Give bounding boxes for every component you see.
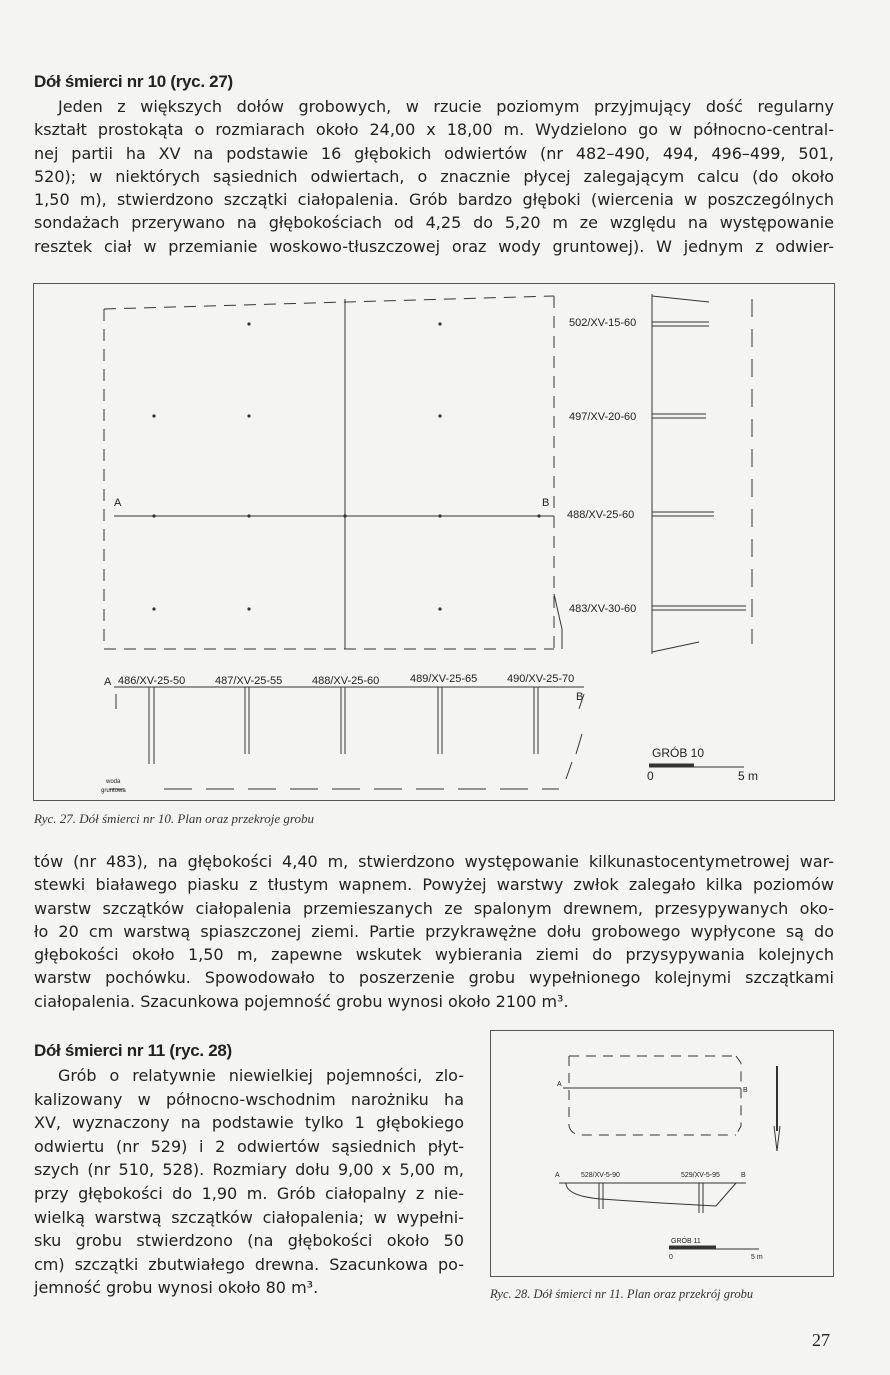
side-boring-label: 488/XV-25-60 — [567, 509, 635, 521]
text-line: Grób o relatywnie niewielkiej pojemności, zlo- — [58, 1066, 464, 1085]
pit-outline-right — [736, 1056, 741, 1135]
text-line: 1,50 m), stwierdzono szczątki ciałopalenia. Grób bardzo głęboki (wiercenia w poszczególnych — [34, 190, 834, 210]
section-10-paragraph-2 — [34, 850, 834, 1013]
side-boring-bar — [652, 322, 709, 326]
figure-27 — [33, 283, 835, 801]
cross-section-right-edge-bottom — [566, 762, 572, 779]
text-line: sondażach przerywano na głębokościach od 4,25 do 5,20 m ze względu na występowanie — [34, 213, 834, 233]
scale-start: 0 — [669, 1254, 673, 1261]
side-boring-label: 483/XV-30-60 — [569, 603, 637, 615]
side-boring-bar — [652, 512, 714, 516]
figure-28 — [490, 1030, 834, 1277]
side-section-top-edge — [652, 296, 709, 302]
cross-boring-label: 487/XV-25-55 — [215, 675, 283, 687]
cross-section-right-edge-lower — [576, 734, 582, 754]
cross-section-pit-profile — [566, 1183, 736, 1206]
label-a: A — [114, 497, 122, 509]
text-line: 520); w niektórych sąsiednich odwiertach, o znacznie płycej zalegającym calcu (do około — [34, 166, 834, 186]
grave-label: GRÓB 11 — [671, 1238, 701, 1245]
figure-28-caption: Ryc. 28. Dół śmierci nr 11. Plan oraz przekrój grobu — [490, 1287, 754, 1301]
section-label-b: B — [576, 691, 584, 703]
side-boring-bar — [652, 606, 746, 610]
scale-end: 5 m — [751, 1254, 763, 1261]
pit-outline-top — [104, 296, 554, 309]
label-a: A — [557, 1081, 562, 1088]
water-label: woda — [106, 779, 121, 785]
text-line: ło 20 cm warstwą spiaszczonej ziemi. Partie przykrawężne dołu grobowego wypłycone są do — [34, 921, 834, 941]
section-11-paragraph — [34, 1064, 464, 1300]
cross-boring-label: 486/XV-25-50 — [118, 675, 186, 687]
cross-boring-label: 529/XV-5-95 — [681, 1172, 720, 1179]
text-line: nej partii ha XV na podstawie 16 głębokich odwiertów (nr 482–490, 494, 496–499, 501, — [34, 143, 834, 163]
section-label-a: A — [104, 676, 112, 688]
scale-end: 5 m — [738, 769, 759, 783]
side-boring-label: 497/XV-20-60 — [569, 411, 637, 423]
text-line: wielką warstwą szczątków ciałopalenia; w wypełni- — [34, 1207, 464, 1227]
text-line: cm) szczątki zbutwiałego drewna. Szacunkowa po- — [34, 1254, 464, 1274]
text-line: ciałopalenia. Szacunkowa pojemność grobu wynosi około 2100 m³. — [34, 991, 569, 1011]
figure-28-drawing — [491, 1031, 833, 1276]
pit-corner-detail — [554, 594, 562, 649]
grave-label: GRÓB 10 — [652, 746, 705, 760]
scale-start: 0 — [647, 769, 654, 783]
cross-boring — [599, 1183, 603, 1209]
section-11-title: Dół śmierci nr 11 (ryc. 28) — [34, 1041, 232, 1060]
text-line: XV, wyznaczony na podstawie tylko 1 głębokiego — [34, 1113, 464, 1133]
cross-boring-label: 490/XV-25-70 — [507, 673, 575, 685]
text-line: szych (nr 510, 528). Rozmiary dołu 9,00 x 5,00 m, — [34, 1160, 464, 1180]
water-label: gruntowa — [101, 788, 126, 794]
figure-27-caption: Ryc. 27. Dół śmierci nr 10. Plan oraz przekroje grobu — [34, 811, 314, 826]
label-b: B — [743, 1087, 748, 1094]
cross-section-borings — [149, 687, 538, 764]
section-10-title: Dół śmierci nr 10 (ryc. 27) — [34, 72, 233, 91]
side-section-bottom-edge — [652, 642, 699, 652]
section-label-b: B — [741, 1172, 746, 1179]
pit-outline-bottom — [569, 1126, 736, 1135]
text-line: kształt prostokąta o rozmiarach około 24,00 x 18,00 m. Wydzielono go w północno-central- — [34, 120, 834, 140]
cross-boring-label: 528/XV-5-90 — [581, 1172, 620, 1179]
cross-boring — [699, 1183, 703, 1213]
text-line: Jeden z większych dołów grobowych, w rzucie poziomym przyjmujący dość regularny — [58, 97, 834, 116]
section-10-paragraph-1 — [34, 95, 834, 258]
text-line: tów (nr 483), na głębokości 4,40 m, stwierdzono występowanie kilkunastocentymetrowej war- — [34, 852, 834, 871]
text-line: resztek ciał w przemianie woskowo-tłuszczowej oraz wody gruntowej). W jednym z odwier- — [34, 236, 834, 256]
text-line: warstw szczątków ciałopalenia przemieszanych ze spalonym drewnem, przesypywanych oko- — [34, 898, 834, 918]
text-line: warstw pochówku. Spowodowało to poszerzenie grobu wypełnionego kolejnymi szczątkami — [34, 968, 834, 988]
cross-boring-label: 489/XV-25-65 — [410, 673, 478, 685]
text-line: przy głębokości do 1,90 m. Grób ciałopalny z nie- — [34, 1183, 464, 1203]
page-number: 27 — [812, 1330, 830, 1350]
boring-points — [152, 322, 540, 610]
label-b: B — [542, 497, 550, 509]
figure-27-drawing — [34, 284, 834, 800]
text-line: kalizowany w północno-wschodnim narożniku ha — [34, 1089, 464, 1109]
text-line: sku grobu stwierdzono (na głębokości około 50 — [34, 1231, 464, 1251]
section-label-a: A — [555, 1172, 560, 1179]
side-boring-bar — [652, 414, 706, 418]
side-boring-label: 502/XV-15-60 — [569, 317, 637, 329]
text-line: odwiertu (nr 529) i 2 odwiertów sąsiednich płyt- — [34, 1136, 464, 1156]
text-line: głębokości około 1,50 m, zapewne wskutek wybierania ziemi do przysypywania kolejnych — [34, 945, 834, 965]
text-line: stewki białawego piasku z tłustym wapnem. Powyżej warstwy zwłok zalegało kilka poziomów — [34, 875, 834, 895]
cross-boring-label: 488/XV-25-60 — [312, 675, 380, 687]
text-line: jemność grobu wynosi około 80 m³. — [34, 1278, 319, 1298]
